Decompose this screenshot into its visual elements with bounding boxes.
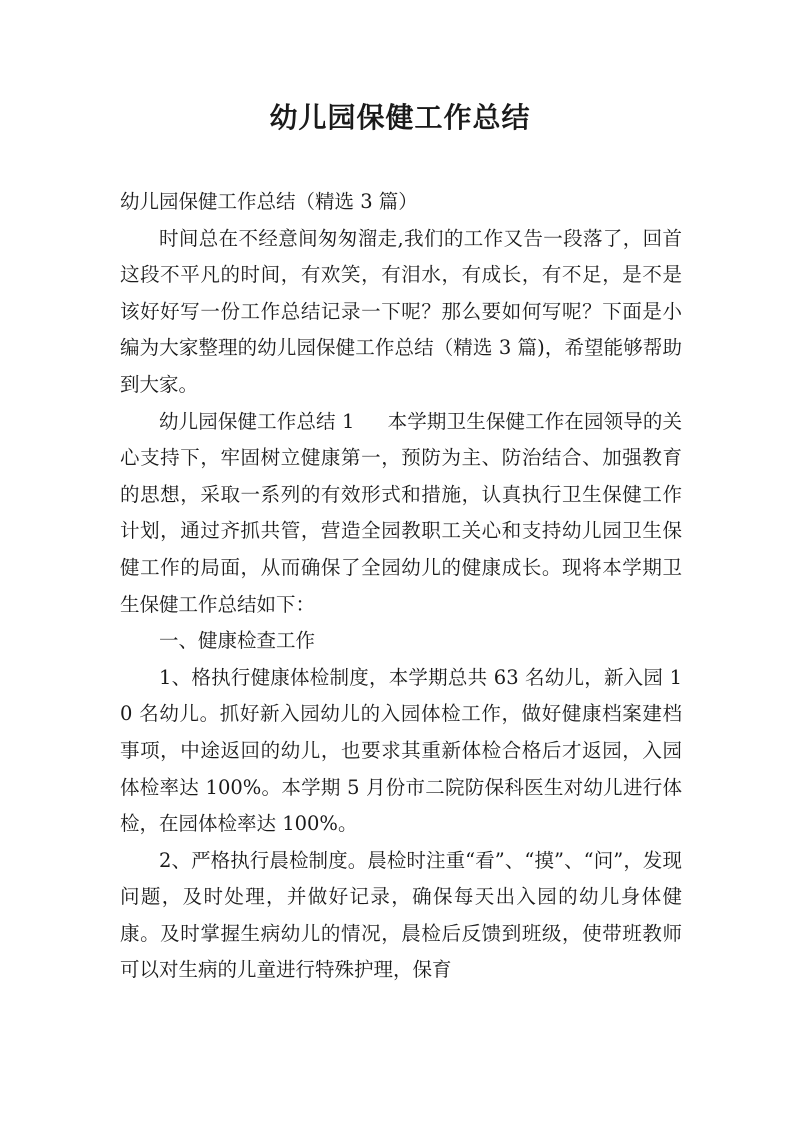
list-item-1: 1、格执行健康体检制度，本学期总共 63 名幼儿，新入园 10 名幼儿。抓好新入园幼儿的入园体检工作，做好健康档案建档事项，中途返回的幼儿，也要求其重新体检合格后才返园，入园体检率达 100%。本学期 5 月份市二院防保科医生对幼儿进行体检，在园体检率达 100%。	[120, 665, 682, 836]
section1-label: 幼儿园保健工作总结 1	[159, 409, 355, 433]
document-subtitle: 幼儿园保健工作总结（精选 3 篇）	[120, 190, 418, 213]
list-item-2: 2、严格执行晨检制度。晨检时注重“看”、“摸”、“问”，发现问题，及时处理，并做好记录，确保每天出入园的幼儿身体健康。及时掌握生病幼儿的情况，晨检后反馈到班级，使带班教师可以对生病的儿童进行特殊护理，保育	[120, 848, 682, 982]
section1-text: 本学期卫生保健工作在园领导的关心支持下，牢固树立健康第一，预防为主、防治结合、加强教育的思想，采取一系列的有效形式和措施，认真执行卫生保健工作计划，通过齐抓共管，营造全园教职工关心和支持幼儿园卫生保健工作的局面，从而确保了全园幼儿的健康成长。现将本学期卫生保健工作总结如下：	[120, 409, 682, 616]
document-title: 幼儿园保健工作总结	[269, 101, 531, 134]
document-body	[120, 184, 682, 989]
section-heading-health-check: 一、健康检查工作	[159, 629, 316, 653]
section1-paragraph	[120, 404, 682, 624]
intro-paragraph: 时间总在不经意间匆匆溜走,我们的工作又告一段落了，回首这段不平凡的时间，有欢笑，有泪水，有成长，有不足，是不是该好好写一份工作总结记录一下呢？那么要如何写呢？下面是小编为大家整理的幼儿园保健工作总结（精选 3 篇)，希望能够帮助到大家。	[120, 226, 682, 396]
